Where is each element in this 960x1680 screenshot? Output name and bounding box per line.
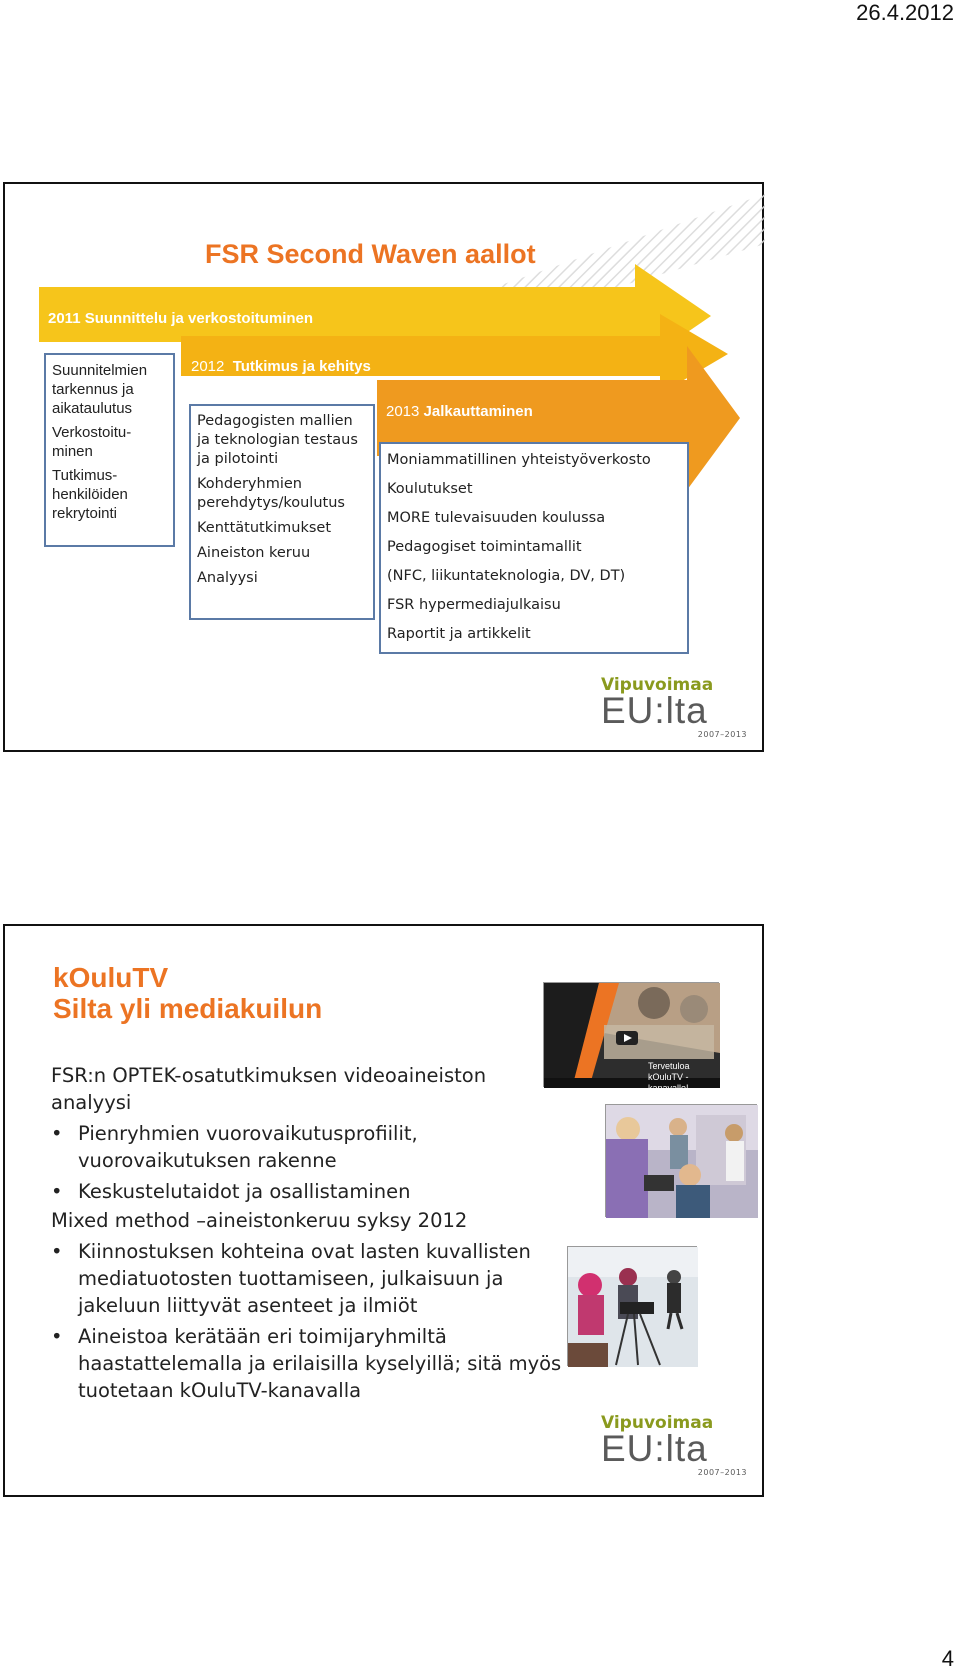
video-thumbnail[interactable] xyxy=(543,982,719,1093)
box-2011-tasks xyxy=(44,353,175,547)
list-item: Pedagogiset toimintamallit xyxy=(387,539,582,555)
list-item: Tutkimus-henkilöiden rekrytointi xyxy=(52,467,128,522)
slide-body xyxy=(51,1062,571,1406)
children-photo-graphic xyxy=(606,1105,758,1218)
band-2013-year: 2013 xyxy=(386,403,420,420)
logo-years: 2007–2013 xyxy=(697,1468,747,1477)
list-item: Suunnitelmien tarkennus ja aikataulutus xyxy=(52,362,148,417)
box-2013-tasks xyxy=(379,442,689,654)
page-date: 26.4.2012 xyxy=(856,0,954,25)
camera-photo xyxy=(567,1246,697,1366)
list-item: FSR hypermediajulkaisu xyxy=(387,597,561,613)
mixed-method-heading: Mixed method –aineistonkeruu syksy 2012 xyxy=(51,1209,468,1232)
list-item: Verkostoitu-minen xyxy=(52,424,132,460)
bullet-item: • Keskustelutaidot ja osallistaminen xyxy=(51,1178,571,1205)
slide-fsr-waves xyxy=(3,182,764,752)
title-line-2: Silta yli mediakuilun xyxy=(53,993,323,1024)
band-2013-label xyxy=(386,403,533,420)
list-item: (NFC, liikuntateknologia, DV, DT) xyxy=(387,568,626,584)
video-caption: Tervetuloa kOuluTV - kanavalle! xyxy=(648,1061,690,1093)
bullet-item: • Pienryhmien vuorovaikutusprofiilit, vuorovaikutuksen rakenne xyxy=(51,1120,571,1174)
intro-line: FSR:n OPTEK-osatutkimuksen videoaineiston xyxy=(51,1064,487,1087)
bullet-item: • Kiinnostuksen kohteina ovat lasten kuvallisten mediatuotosten tuottamiseen, julkaisuun ja jakeluun liittyvät asenteet ja ilmiöt xyxy=(51,1238,571,1319)
list-item: Koulutukset xyxy=(387,481,473,497)
slide-title: FSR Second Waven aallot xyxy=(205,239,536,269)
children-photo xyxy=(605,1104,757,1217)
list-item: MORE tulevaisuuden koulussa xyxy=(387,510,606,526)
band-2012-year: 2012 xyxy=(191,358,225,375)
title-line-1: kOuluTV xyxy=(53,962,169,993)
camera-photo-graphic xyxy=(568,1247,698,1367)
slide-kouluTV xyxy=(3,924,764,1497)
band-2013-text: Jalkauttaminen xyxy=(423,403,533,420)
logo-main: EU:lta xyxy=(601,690,708,731)
band-2012-text: Tutkimus ja kehitys xyxy=(232,358,371,375)
list-item: Kenttätutkimukset xyxy=(197,520,332,536)
page-number: 4 xyxy=(941,1646,954,1671)
band-2012-label xyxy=(191,358,371,375)
list-item: Pedagogisten mallien ja teknologian testaus ja pilotointi xyxy=(197,413,358,467)
logo-years: 2007–2013 xyxy=(697,730,747,739)
bullet-item: • Aineistoa kerätään eri toimijaryhmiltä haastattelemalla ja erilaisilla kyselyillä; sitä myös tuotetaan kOuluTV-kanavalla xyxy=(51,1323,571,1404)
eu-logo xyxy=(601,1414,747,1477)
box-2012-tasks xyxy=(189,404,375,620)
slide-title xyxy=(53,962,322,1024)
list-item: Aineiston keruu xyxy=(197,545,311,561)
band-2011-label: 2011 Suunnittelu ja verkostoituminen xyxy=(48,310,314,327)
intro-line: analyysi xyxy=(51,1091,132,1114)
list-item: Raportit ja artikkelit xyxy=(387,626,531,642)
logo-title: Vipuvoimaa xyxy=(601,1413,714,1433)
list-item: Analyysi xyxy=(197,570,258,586)
list-item: Kohderyhmien perehdytys/koulutus xyxy=(197,476,345,511)
list-item: Moniammatillinen yhteistyöverkosto xyxy=(387,452,651,468)
eu-logo xyxy=(601,676,747,739)
logo-title: Vipuvoimaa xyxy=(601,675,714,695)
logo-main: EU:lta xyxy=(601,1428,708,1469)
